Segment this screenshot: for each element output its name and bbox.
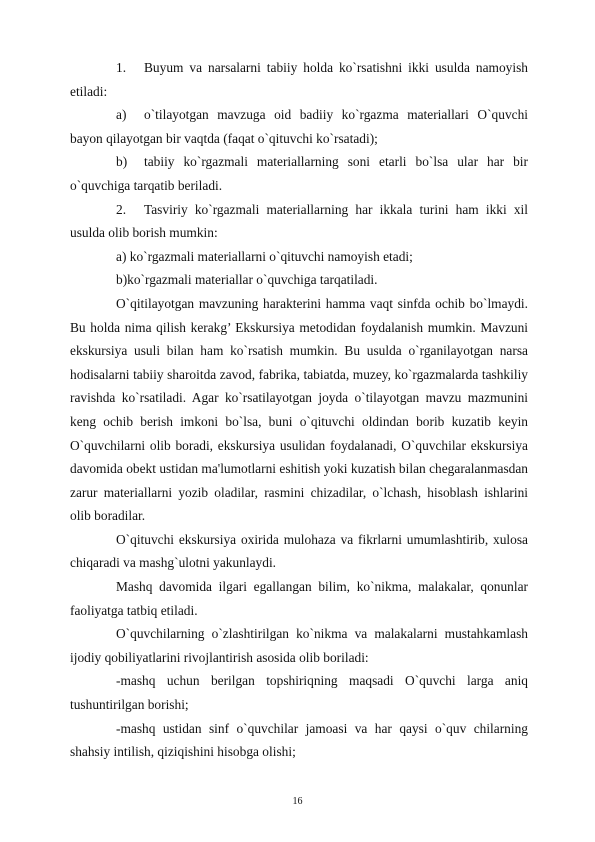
paragraph: a) ko`rgazmali materiallarni o`qituvchi namoyish etadi; (116, 248, 413, 264)
paragraph: Mashq davomida ilgari egallangan bilim, ko`nikma, malakalar, qonunlar faoliyatga tatbiq etiladi. (70, 579, 528, 618)
item-text: o`tilayotgan mavzuga oid badiiy ko`rgazma materiallari O`quvchi bayon qilayotgan bir vaqtda (faqat o`qituvchi ko`rsatadi); (70, 107, 528, 146)
paragraph: -mashq ustidan sinf o`quvchilar jamoasi va har qaysi o`quv chilarning shahsiy intilish, qiziqishini hisobga olishi; (70, 720, 528, 760)
paragraph: O`qitilayotgan mavzuning harakterini hamma vaqt sinfda ochib bo`lmaydi. Bu holda nima qilish kerakg’ Ekskursiya metodidan foydalanish mumkin. Mavzuni ekskursiya usuli bilan ham ko`rsatish mumkin. Bu usulda o`rganilayotgan narsa hodisalarni tabiiy sharoitda zavod, fabrika, tabiatda, muzey, ko`rgazmalarda tashkiliy ravishda ko`rsatiladi. Agar ko`rsatilayotgan joyda o`tilayotgan mavzu mazmunini keng ochib berish imkoni bo`lsa, buni o`qituvchi oldindan borib kuzatib keyin O`quvchilarni olib boradi, ekskursiya usulidan foydalanadi, O`quvchilar ekskursiya davomida obekt ustidan ma'lumotlarni eshitish yoki kuzatish bilan chegaralanmasdan zarur materiallarni yozib oladilar, rasmini chizadilar, o`lchash, hisoblash ishlarini olib boradilar. (70, 295, 528, 524)
body-text (70, 56, 528, 764)
paragraph: O`qituvchi ekskursiya oxirida mulohaza va fikrlarni umumlashtirib, xulosa chiqaradi va mashg`ulotni yakunlaydi. (70, 531, 528, 571)
paragraph: b)ko`rgazmali materiallar o`quvchiga tarqatiladi. (116, 272, 378, 288)
item-text: Buyum va narsalarni tabiiy holda ko`rsatishni ikki usulda namoyish etiladi: (70, 60, 528, 99)
paragraph: -mashq uchun berilgan topshiriqning maqsadi O`quvchi larga aniq tushuntirilgan borishi; (70, 673, 528, 713)
item-marker: a) (116, 107, 127, 123)
numbered-item (70, 198, 528, 245)
page-number: 16 (292, 796, 303, 807)
item-text: tabiiy ko`rgazmali materiallarning soni etarli bo`lsa ular har bir o`quvchiga tarqatib beriladi. (70, 154, 528, 193)
lettered-item (70, 150, 528, 197)
item-marker: b) (116, 154, 128, 170)
item-marker: 2. (116, 201, 127, 217)
lettered-item (70, 103, 528, 150)
item-text: Tasviriy ko`rgazmali materiallarning har ikkala turini ham ikki xil usulda olib borish mumkin: (70, 201, 528, 241)
item-marker: 1. (116, 60, 127, 75)
numbered-item (70, 56, 528, 103)
paragraph: O`quvchilarning o`zlashtirilgan ko`nikma va malakalarni mustahkamlash ijodiy qobiliyatlarini rivojlantirish asosida olib boriladi: (70, 626, 528, 665)
